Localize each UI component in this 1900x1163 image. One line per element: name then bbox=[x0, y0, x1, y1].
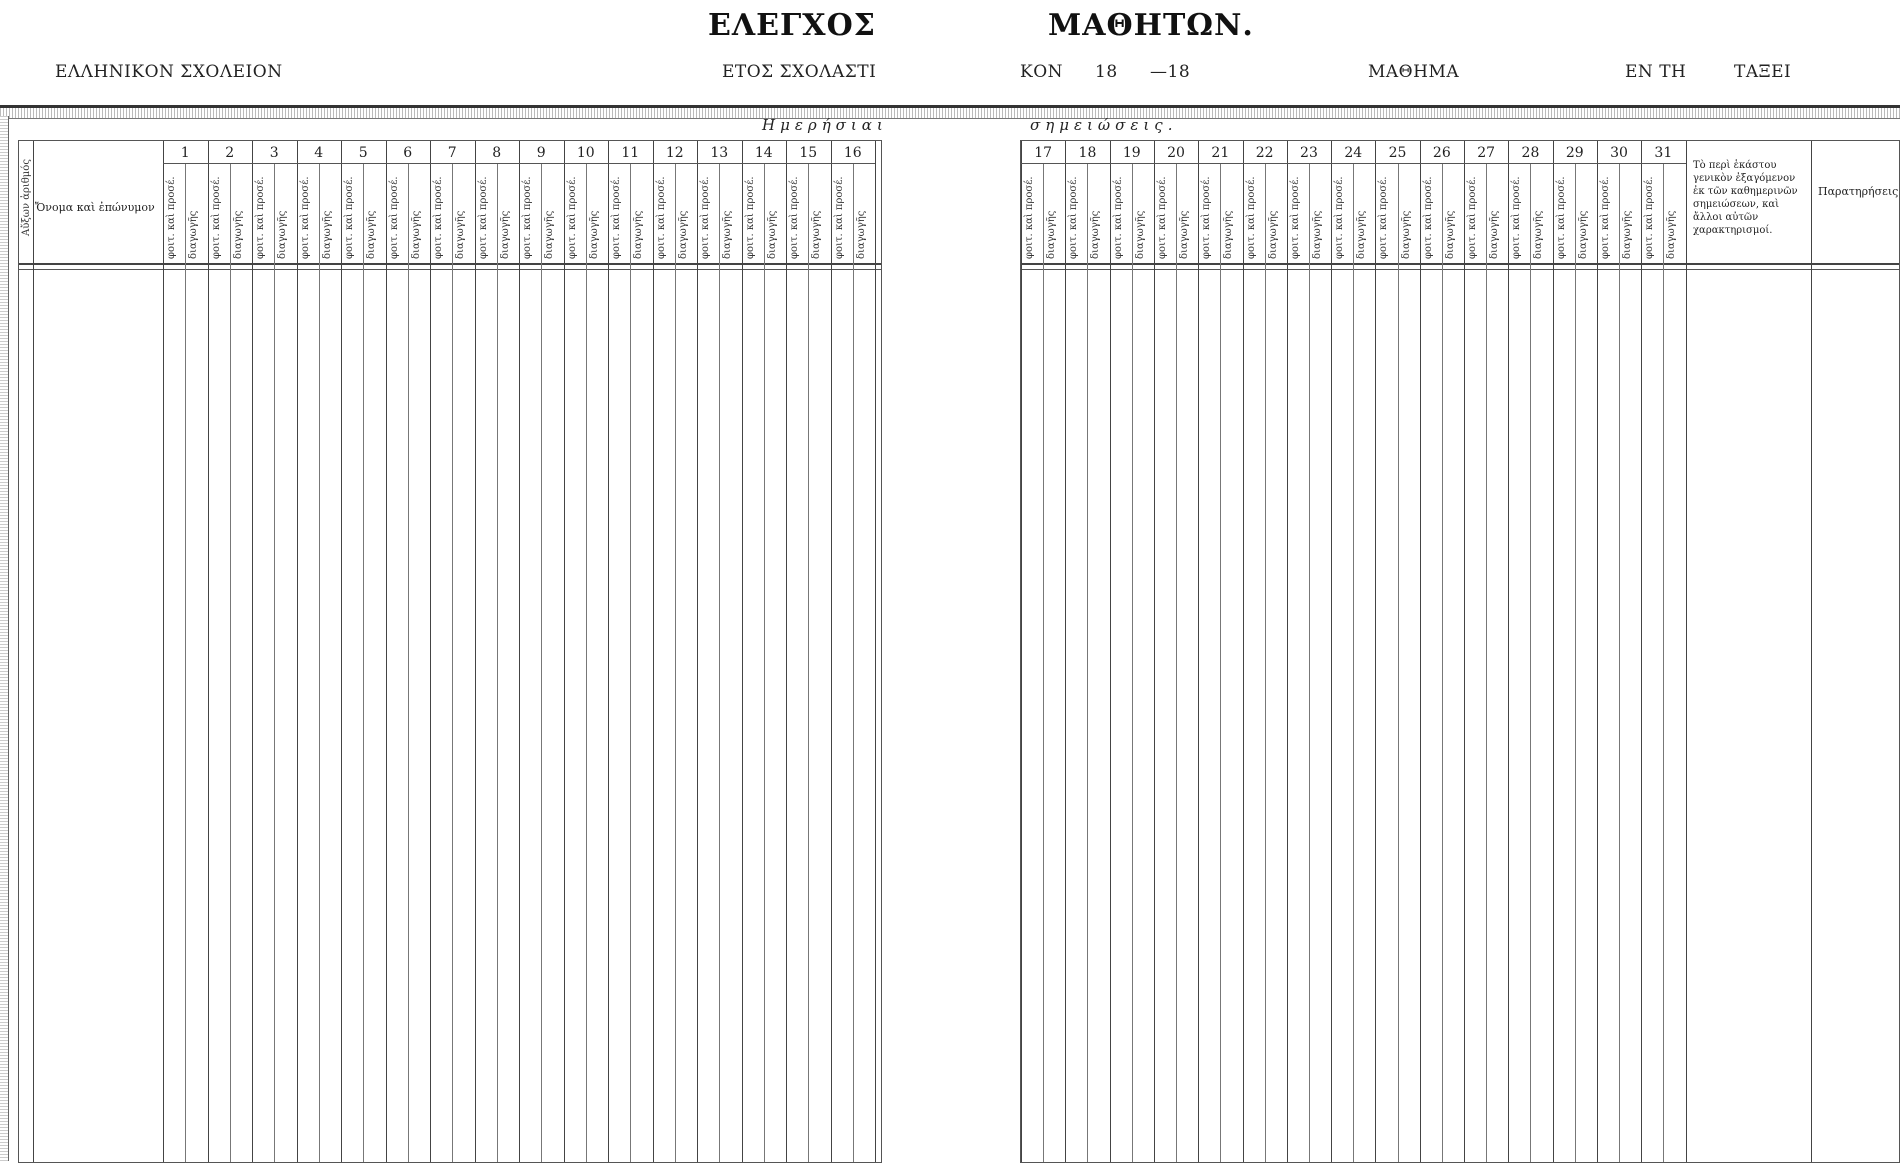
right-col-start-rule bbox=[1021, 141, 1022, 1162]
title-right: ΜΑΘΗΤΩΝ. bbox=[1048, 8, 1254, 43]
left-day-2-conduct-label: διαγωγῆς bbox=[232, 210, 244, 259]
right-day-20-conduct-label: διαγωγῆς bbox=[1179, 210, 1191, 259]
left-day-11-end-rule bbox=[653, 141, 654, 1162]
left-day-15: 15 bbox=[799, 145, 818, 161]
right-day-24-conduct-label: διαγωγῆς bbox=[1356, 210, 1368, 259]
right-day-30-conduct-label: διαγωγῆς bbox=[1622, 210, 1634, 259]
class-prefix: ΕΝ ΤΗ bbox=[1625, 62, 1687, 82]
right-day-26-attendance-label: φοιτ. καὶ προσέ. bbox=[1422, 176, 1434, 259]
right-day-22-mid-rule bbox=[1265, 163, 1266, 1162]
left-day-3-end-rule bbox=[297, 141, 298, 1162]
left-day-6-end-rule bbox=[430, 141, 431, 1162]
left-day-2-attendance-label: φοιτ. καὶ προσέ. bbox=[210, 176, 222, 259]
right-day-19: 19 bbox=[1122, 145, 1141, 161]
left-day-13-mid-rule bbox=[719, 163, 720, 1162]
right-day-31-mid-rule bbox=[1663, 163, 1664, 1162]
right-day-24-mid-rule bbox=[1353, 163, 1354, 1162]
right-day-20: 20 bbox=[1167, 145, 1185, 161]
subject-label: ΜΑΘΗΜΑ bbox=[1368, 62, 1460, 82]
left-col-start-rule bbox=[163, 141, 164, 1162]
left-day-16-mid-rule bbox=[853, 163, 854, 1162]
right-day-21-mid-rule bbox=[1220, 163, 1221, 1162]
left-day-6-conduct-label: διαγωγῆς bbox=[410, 210, 422, 259]
right-day-27-attendance-label: φοιτ. καὶ προσέ. bbox=[1467, 176, 1478, 259]
right-day-26-end-rule bbox=[1464, 141, 1465, 1162]
left-day-11-mid-rule bbox=[630, 163, 631, 1162]
left-day-5: 5 bbox=[358, 145, 368, 161]
left-day-10-attendance-label: φοιτ. καὶ προσέ. bbox=[566, 176, 578, 259]
left-day-4: 4 bbox=[314, 145, 324, 161]
left-day-1-end-rule bbox=[208, 141, 209, 1162]
right-day-25-end-rule bbox=[1420, 141, 1421, 1162]
left-day-10: 10 bbox=[576, 145, 595, 161]
left-day-6-mid-rule bbox=[408, 163, 409, 1162]
left-day-4-end-rule bbox=[341, 141, 342, 1162]
right-day-26-conduct-label: διαγωγῆς bbox=[1444, 210, 1456, 259]
left-day-5-attendance-label: φοιτ. καὶ προσέ. bbox=[344, 176, 355, 259]
caption-left: Ημερήσιαι bbox=[762, 116, 888, 134]
right-day-27-conduct-label: διαγωγῆς bbox=[1489, 210, 1501, 259]
left-day-12-mid-rule bbox=[675, 163, 676, 1162]
right-day-21-end-rule bbox=[1243, 141, 1244, 1162]
left-day-5-end-rule bbox=[386, 141, 387, 1162]
left-day-14: 14 bbox=[754, 145, 773, 161]
right-day-18-mid-rule bbox=[1087, 163, 1088, 1162]
left-day-2-mid-rule bbox=[230, 163, 231, 1162]
left-edge-binding bbox=[0, 116, 9, 1161]
left-day-3-mid-rule bbox=[274, 163, 275, 1162]
right-day-25-mid-rule bbox=[1398, 163, 1399, 1162]
observations-header: Παρατηρήσεις bbox=[1818, 185, 1899, 198]
right-page-grid bbox=[1020, 140, 1900, 1163]
left-day-13-attendance-label: φοιτ. καὶ προσέ. bbox=[700, 176, 711, 259]
right-day-29-mid-rule bbox=[1575, 163, 1576, 1162]
left-day-16: 16 bbox=[843, 145, 862, 161]
left-day-2-end-rule bbox=[252, 141, 253, 1162]
right-header-divider bbox=[1021, 263, 1899, 265]
left-day-14-end-rule bbox=[786, 141, 787, 1162]
left-day-15-mid-rule bbox=[808, 163, 809, 1162]
left-day-14-attendance-label: φοιτ. καὶ προσέ. bbox=[744, 176, 756, 259]
right-day-27-mid-rule bbox=[1486, 163, 1487, 1162]
year-prefix: ΕΤΟΣ ΣΧΟΛΑΣΤΙ bbox=[722, 62, 877, 82]
left-header-divider bbox=[19, 263, 881, 265]
right-day-18-attendance-label: φοιτ. καὶ προσέ. bbox=[1068, 176, 1080, 259]
row-number-header: Αὔξων ἀριθμός bbox=[21, 159, 32, 236]
left-day-3-attendance-label: φοιτ. καὶ προσέ. bbox=[255, 176, 266, 259]
notes-header: Τὸ περὶ ἑκάστου γενικὸν ἐξαγόμενον ἐκ τῶν καθημερινῶν σημειώσεων, καὶ ἄλλοι αὐτῶν χαρακτηρισμοί. bbox=[1693, 160, 1798, 236]
right-day-29-attendance-label: φοιτ. καὶ προσέ. bbox=[1555, 176, 1567, 259]
left-day-8: 8 bbox=[492, 145, 502, 161]
right-day-28-attendance-label: φοιτ. καὶ προσέ. bbox=[1511, 176, 1523, 259]
left-page-grid bbox=[18, 140, 882, 1163]
right-day-17-attendance-label: φοιτ. καὶ προσέ. bbox=[1024, 176, 1035, 259]
title-left: ΕΛΕΓΧΟΣ bbox=[708, 8, 876, 43]
caption-right: σημειώσεις. bbox=[1030, 116, 1178, 134]
right-day-21: 21 bbox=[1211, 145, 1230, 161]
left-day-4-attendance-label: φοιτ. καὶ προσέ. bbox=[299, 176, 311, 259]
right-day-19-conduct-label: διαγωγῆς bbox=[1134, 210, 1146, 259]
right-day-24-end-rule bbox=[1375, 141, 1376, 1162]
year-from: 18 bbox=[1095, 62, 1118, 82]
left-day-3: 3 bbox=[269, 145, 279, 161]
right-day-20-mid-rule bbox=[1176, 163, 1177, 1162]
left-day-8-conduct-label: διαγωγῆς bbox=[499, 210, 511, 259]
left-day-15-attendance-label: φοιτ. καὶ προσέ. bbox=[789, 176, 800, 259]
right-day-23-mid-rule bbox=[1309, 163, 1310, 1162]
left-day-7-attendance-label: φοιτ. καὶ προσέ. bbox=[433, 176, 444, 259]
year-suffix: ΚΟΝ bbox=[1020, 62, 1064, 82]
right-day-17-end-rule bbox=[1065, 141, 1066, 1162]
right-day-23-conduct-label: διαγωγῆς bbox=[1311, 210, 1323, 259]
right-day-18-conduct-label: διαγωγῆς bbox=[1090, 210, 1102, 259]
right-day-28-mid-rule bbox=[1530, 163, 1531, 1162]
right-day-21-conduct-label: διαγωγῆς bbox=[1223, 210, 1235, 259]
right-day-21-attendance-label: φοιτ. καὶ προσέ. bbox=[1201, 176, 1213, 259]
right-day-27: 27 bbox=[1477, 145, 1496, 161]
right-day-25: 25 bbox=[1388, 145, 1407, 161]
left-day-12: 12 bbox=[665, 145, 684, 161]
left-day-9-conduct-label: διαγωγῆς bbox=[544, 210, 556, 259]
right-day-31: 31 bbox=[1654, 145, 1673, 161]
right-day-22: 22 bbox=[1255, 145, 1274, 161]
left-day-9: 9 bbox=[536, 145, 546, 161]
right-day-17: 17 bbox=[1034, 145, 1053, 161]
left-day-6-attendance-label: φοιτ. καὶ προσέ. bbox=[388, 176, 400, 259]
left-day-13-end-rule bbox=[742, 141, 743, 1162]
left-day-16-end-rule bbox=[875, 141, 876, 1162]
right-day-20-attendance-label: φοιτ. καὶ προσέ. bbox=[1156, 176, 1168, 259]
left-day-5-mid-rule bbox=[363, 163, 364, 1162]
left-day-10-end-rule bbox=[608, 141, 609, 1162]
left-day-8-end-rule bbox=[519, 141, 520, 1162]
left-day-1-attendance-label: φοιτ. καὶ προσέ. bbox=[166, 176, 177, 259]
right-day-29: 29 bbox=[1565, 145, 1584, 161]
right-day-18: 18 bbox=[1078, 145, 1097, 161]
left-day-16-attendance-label: φοιτ. καὶ προσέ. bbox=[833, 176, 845, 259]
right-day-23-attendance-label: φοιτ. καὶ προσέ. bbox=[1289, 176, 1301, 259]
left-day-8-attendance-label: φοιτ. καὶ προσέ. bbox=[477, 176, 489, 259]
right-day-30-attendance-label: φοιτ. καὶ προσέ. bbox=[1599, 176, 1611, 259]
right-day-24-attendance-label: φοιτ. καὶ προσέ. bbox=[1334, 176, 1346, 259]
left-day-7-end-rule bbox=[475, 141, 476, 1162]
right-day-19-mid-rule bbox=[1132, 163, 1133, 1162]
right-day-22-end-rule bbox=[1287, 141, 1288, 1162]
right-day-31-conduct-label: διαγωγῆς bbox=[1666, 210, 1678, 259]
left-day-7: 7 bbox=[447, 145, 457, 161]
left-day-7-conduct-label: διαγωγῆς bbox=[455, 210, 467, 259]
right-day-18-end-rule bbox=[1110, 141, 1111, 1162]
left-day-12-end-rule bbox=[697, 141, 698, 1162]
left-daynum-rule bbox=[163, 163, 875, 164]
right-day-29-end-rule bbox=[1597, 141, 1598, 1162]
right-day-26-mid-rule bbox=[1442, 163, 1443, 1162]
right-day-22-conduct-label: διαγωγῆς bbox=[1267, 210, 1279, 259]
left-day-15-end-rule bbox=[831, 141, 832, 1162]
right-day-27-end-rule bbox=[1508, 141, 1509, 1162]
right-day-24: 24 bbox=[1344, 145, 1363, 161]
right-day-22-attendance-label: φοιτ. καὶ προσέ. bbox=[1245, 176, 1257, 259]
left-day-15-conduct-label: διαγωγῆς bbox=[811, 210, 823, 259]
top-border-rule bbox=[0, 105, 1900, 119]
class-label: ΤΑΞΕΙ bbox=[1734, 62, 1792, 82]
left-day-10-mid-rule bbox=[586, 163, 587, 1162]
left-day-3-conduct-label: διαγωγῆς bbox=[277, 210, 289, 259]
left-day-1-mid-rule bbox=[185, 163, 186, 1162]
left-day-1-conduct-label: διαγωγῆς bbox=[188, 210, 200, 259]
year-to: —18 bbox=[1150, 62, 1191, 82]
right-day-23-end-rule bbox=[1331, 141, 1332, 1162]
left-day-6: 6 bbox=[403, 145, 413, 161]
right-notes-end-rule bbox=[1811, 141, 1812, 1162]
left-day-9-mid-rule bbox=[541, 163, 542, 1162]
right-day-28: 28 bbox=[1521, 145, 1540, 161]
right-day-28-end-rule bbox=[1553, 141, 1554, 1162]
right-day-25-attendance-label: φοιτ. καὶ προσέ. bbox=[1378, 176, 1390, 259]
right-day-30-end-rule bbox=[1641, 141, 1642, 1162]
left-day-9-attendance-label: φοιτ. καὶ προσέ. bbox=[522, 176, 533, 259]
left-day-12-attendance-label: φοιτ. καὶ προσέ. bbox=[655, 176, 667, 259]
right-day-17-conduct-label: διαγωγῆς bbox=[1046, 210, 1058, 259]
right-day-20-end-rule bbox=[1198, 141, 1199, 1162]
left-day-14-mid-rule bbox=[764, 163, 765, 1162]
right-day-17-mid-rule bbox=[1043, 163, 1044, 1162]
right-day-30: 30 bbox=[1610, 145, 1628, 161]
right-day-19-attendance-label: φοιτ. καὶ προσέ. bbox=[1112, 176, 1124, 259]
right-day-29-conduct-label: διαγωγῆς bbox=[1577, 210, 1589, 259]
left-day-11-conduct-label: διαγωγῆς bbox=[633, 210, 645, 259]
right-day-25-conduct-label: διαγωγῆς bbox=[1400, 210, 1412, 259]
left-day-8-mid-rule bbox=[497, 163, 498, 1162]
left-day-13-conduct-label: διαγωγῆς bbox=[722, 210, 734, 259]
left-header-bottom bbox=[19, 269, 881, 270]
left-day-16-conduct-label: διαγωγῆς bbox=[855, 210, 867, 259]
left-day-1: 1 bbox=[180, 145, 190, 161]
left-day-2: 2 bbox=[225, 145, 235, 161]
left-day-9-end-rule bbox=[564, 141, 565, 1162]
right-header-bottom bbox=[1021, 269, 1899, 270]
right-day-23: 23 bbox=[1300, 145, 1318, 161]
left-day-13: 13 bbox=[710, 145, 729, 161]
right-day-26: 26 bbox=[1432, 145, 1451, 161]
right-day-31-end-rule bbox=[1686, 141, 1687, 1162]
name-header: Ὄνομα καὶ ἐπώνυμον bbox=[35, 201, 155, 214]
left-day-4-mid-rule bbox=[319, 163, 320, 1162]
left-day-11: 11 bbox=[621, 145, 640, 161]
left-day-4-conduct-label: διαγωγῆς bbox=[321, 210, 333, 259]
right-day-28-conduct-label: διαγωγῆς bbox=[1533, 210, 1545, 259]
left-rownum-rule bbox=[33, 141, 34, 1162]
right-day-31-attendance-label: φοιτ. καὶ προσέ. bbox=[1644, 176, 1656, 259]
left-day-7-mid-rule bbox=[452, 163, 453, 1162]
right-day-19-end-rule bbox=[1154, 141, 1155, 1162]
left-day-5-conduct-label: διαγωγῆς bbox=[366, 210, 378, 259]
right-daynum-rule bbox=[1021, 163, 1686, 164]
left-day-10-conduct-label: διαγωγῆς bbox=[588, 210, 600, 259]
left-day-12-conduct-label: διαγωγῆς bbox=[677, 210, 689, 259]
left-day-14-conduct-label: διαγωγῆς bbox=[766, 210, 778, 259]
left-day-11-attendance-label: φοιτ. καὶ προσέ. bbox=[611, 176, 622, 259]
right-day-30-mid-rule bbox=[1619, 163, 1620, 1162]
school-label: ΕΛΛΗΝΙΚΟΝ ΣΧΟΛΕΙΟΝ bbox=[55, 62, 283, 82]
